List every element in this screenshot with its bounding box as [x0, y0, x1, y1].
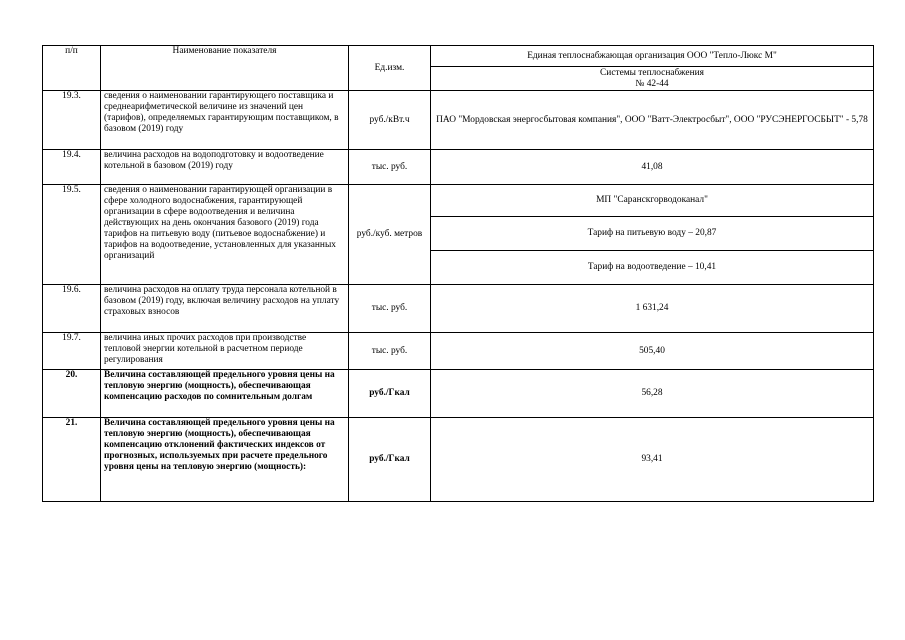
row-num: 19.7. [43, 333, 101, 370]
header-unit: Ед.изм. [349, 46, 431, 91]
row-name: Величина составляющей предельного уровня цены на тепловую энергию (мощность), обеспечивающая компенсацию отклонений фактических индексов от прогнозных, используемых при расчете предельного уровня цены на тепловую энергию (мощность): [101, 418, 349, 502]
row-name: величина расходов на оплату труда персонала котельной в базовом (2019) году, включая величину расходов на уплату страховых взносов [101, 285, 349, 333]
row-value-sewage-tariff: Тариф на водоотведение – 10,41 [431, 251, 874, 285]
header-name: Наименование показателя [101, 46, 349, 91]
table-row [43, 150, 874, 185]
row-name: величина иных прочих расходов при производстве тепловой энергии котельной в расчетном периоде регулирования [101, 333, 349, 370]
table-row [43, 185, 874, 217]
row-value: 41,08 [431, 150, 874, 185]
header-systems [431, 67, 874, 91]
row-name: Величина составляющей предельного уровня цены на тепловую энергию (мощность), обеспечивающая компенсацию расходов по сомнительным долгам [101, 370, 349, 418]
row-name: сведения о наименовании гарантирующей организации в сфере холодного водоснабжения, гарантирующей организации в сфере водоотведения и величина действующих на день окончания базового (2019) года тарифов на питьевую воду (питьевое водоснабжение) и тарифов на водоотведение, установленных для указанных организаций [101, 185, 349, 285]
table-row [43, 285, 874, 333]
header-systems-line1: Системы теплоснабжения [600, 67, 704, 78]
indicator-table [42, 45, 874, 502]
row-unit: руб./Гкал [349, 418, 431, 502]
header-num: п/п [43, 46, 101, 91]
header-systems-line2: № 42-44 [635, 78, 669, 89]
row-unit: руб./кВт.ч [349, 91, 431, 150]
row-num: 20. [43, 370, 101, 418]
row-num: 19.4. [43, 150, 101, 185]
row-value: 505,40 [431, 333, 874, 370]
row-num: 21. [43, 418, 101, 502]
table-row [43, 418, 874, 502]
row-name: величина расходов на водоподготовку и водоотведение котельной в базовом (2019) году [101, 150, 349, 185]
row-num: 19.3. [43, 91, 101, 150]
row-unit: тыс. руб. [349, 150, 431, 185]
row-value: 56,28 [431, 370, 874, 418]
header-org-title: Единая теплоснабжающая организация ООО "Тепло-Люкс М" [431, 46, 874, 67]
row-unit: тыс. руб. [349, 285, 431, 333]
table-row [43, 91, 874, 150]
table-row [43, 370, 874, 418]
row-num: 19.5. [43, 185, 101, 285]
row-num: 19.6. [43, 285, 101, 333]
row-value: 1 631,24 [431, 285, 874, 333]
table-row [43, 333, 874, 370]
row-unit: руб./куб. метров [349, 185, 431, 285]
row-value-org: МП "Саранскгорводоканал" [431, 185, 874, 217]
row-unit: тыс. руб. [349, 333, 431, 370]
row-unit: руб./Гкал [349, 370, 431, 418]
row-value: ПАО "Мордовская энергосбытовая компания", ООО "Ватт-Электросбыт", ООО "РУСЭНЕРГОСБЫТ" - 5,78 [431, 91, 874, 150]
row-value: 93,41 [431, 418, 874, 502]
row-value-water-tariff: Тариф на питьевую воду – 20,87 [431, 217, 874, 251]
row-name: сведения о наименовании гарантирующего поставщика и среднеарифметической величине из значений цен (тарифов), определяемых гарантирующим поставщиком, в базовом (2019) году [101, 91, 349, 150]
